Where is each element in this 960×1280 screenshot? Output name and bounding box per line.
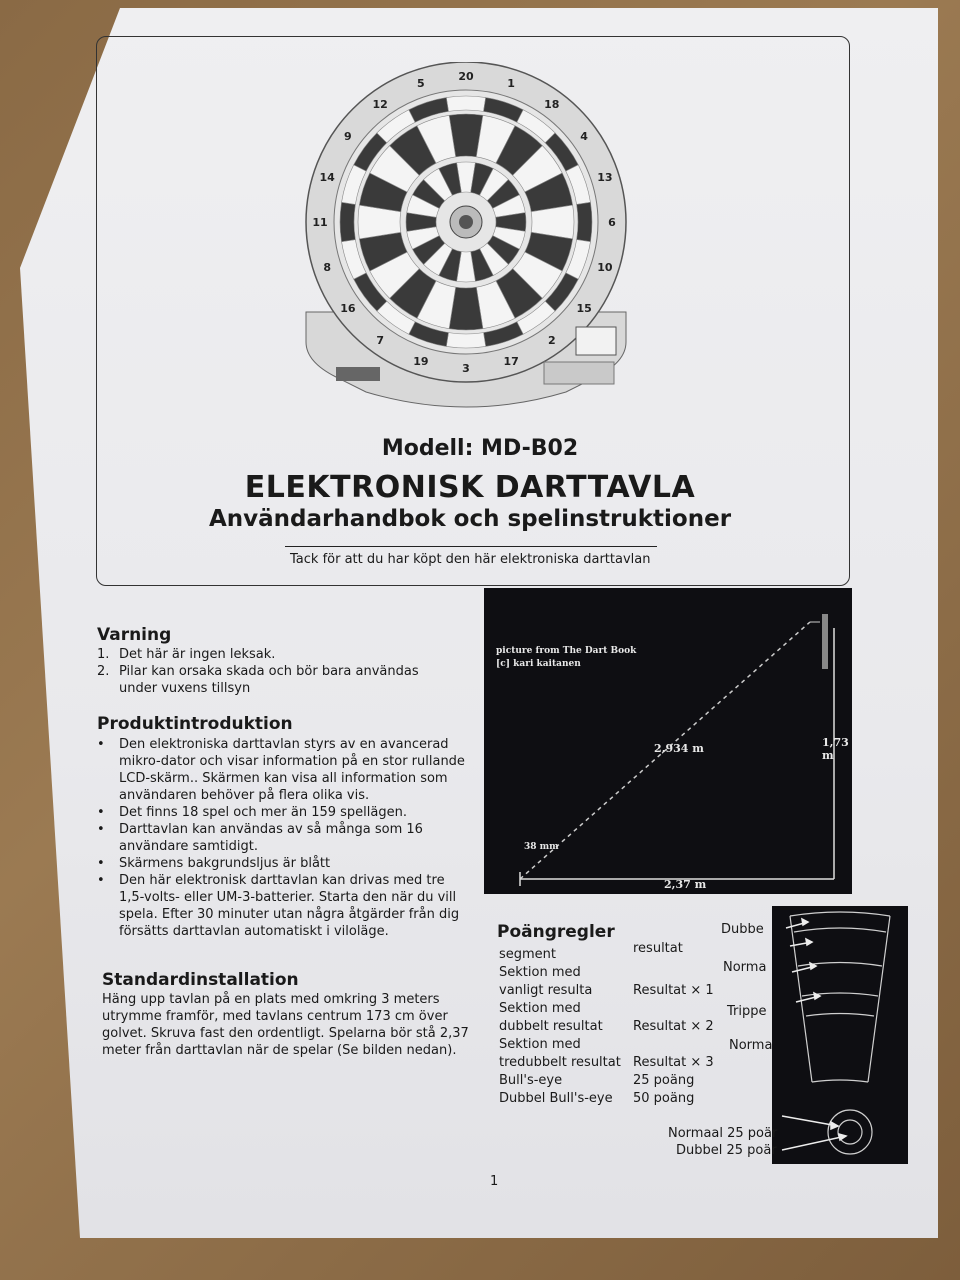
board-segment bbox=[577, 202, 592, 241]
intro-list bbox=[97, 736, 469, 940]
board-number: 2 bbox=[547, 334, 556, 348]
photo-copyright: [c] kari kaitanen bbox=[496, 659, 581, 669]
throw-line-distance-label: 2,37 m bbox=[664, 878, 707, 891]
throw-line-thickness-label: 38 mm bbox=[524, 842, 559, 852]
list-item: • Den här elektronisk darttavlan kan drivas med tre 1,5-volts- eller UM-3-batterier. Starta den när du vill spela. Efter 30 minuter utan några åtgärder från dig försätts darttavlan automatiskt i viloläge. bbox=[97, 873, 460, 939]
board-number: 13 bbox=[597, 170, 613, 184]
throw-distance-diagram bbox=[484, 588, 852, 894]
normal-area-label: Norma bbox=[723, 960, 767, 975]
dartboard-illustration bbox=[296, 62, 636, 412]
warning-heading: Varning bbox=[97, 625, 172, 645]
list-item: • Skärmens bakgrundsljus är blått bbox=[97, 856, 331, 871]
board-height-label: 1,73 m bbox=[822, 736, 849, 762]
segment-diagram bbox=[772, 906, 908, 1164]
board-number: 10 bbox=[597, 261, 613, 275]
board-number: 3 bbox=[462, 362, 470, 375]
board-number: 16 bbox=[340, 301, 356, 315]
install-heading: Standardinstallation bbox=[102, 970, 299, 990]
list-item: 1. Det här är ingen leksak. bbox=[97, 647, 276, 662]
board-number: 20 bbox=[458, 70, 474, 83]
triple-ring-label: Trippe bbox=[727, 1004, 767, 1019]
board-number: 19 bbox=[413, 354, 429, 368]
board-segment bbox=[340, 202, 355, 241]
page-title: ELEKTRONISK DARTTAVLA bbox=[244, 470, 696, 505]
list-item: • Den elektroniska darttavlan styrs av en avancerad mikro-dator och visar information på en stor rullande LCD-skärm.. Skärmen kan visa all information som användaren behöver på flera olika vis. bbox=[97, 737, 465, 803]
page-number: 1 bbox=[490, 1174, 499, 1189]
board-segment bbox=[446, 333, 485, 348]
board-number: 6 bbox=[608, 216, 616, 229]
board-number: 9 bbox=[344, 130, 352, 144]
title-divider bbox=[285, 546, 657, 547]
scoring-heading: Poängregler bbox=[497, 922, 615, 942]
page-subtitle: Användarhandbok och spelinstruktioner bbox=[208, 506, 732, 532]
model-number: Modell: MD-B02 bbox=[381, 436, 579, 461]
board-number: 12 bbox=[372, 97, 388, 111]
warning-list bbox=[97, 646, 437, 697]
board-segment bbox=[446, 96, 485, 111]
board-number: 11 bbox=[312, 216, 328, 229]
thanks-line: Tack för att du har köpt den här elektroniska darttavlan bbox=[290, 552, 651, 567]
double-ring-label: Dubbe bbox=[721, 922, 764, 937]
board-number: 5 bbox=[417, 77, 425, 91]
intro-heading: Produktintroduktion bbox=[97, 714, 293, 734]
bull-double-label: Dubbel 25 poär bbox=[676, 1143, 777, 1158]
board-number: 15 bbox=[576, 301, 592, 315]
bull-normal-label: Normaal 25 poär bbox=[668, 1126, 778, 1141]
install-text: Häng upp tavlan på en plats med omkring 3 meters utrymme framför, med tavlans centrum 173 cm över golvet. Skruva fast den ordentligt. Spelarna bör stå 2,37 meter från darttavlan när de spelar (Se bilden nedan). bbox=[102, 992, 469, 1058]
board-number: 18 bbox=[544, 97, 560, 111]
diagonal-distance-label: 2,934 m bbox=[654, 742, 704, 755]
board-number: 17 bbox=[503, 354, 519, 368]
list-item: • Det finns 18 spel och mer än 159 spellägen. bbox=[97, 805, 407, 820]
board-number: 7 bbox=[376, 334, 385, 348]
photo-credit: picture from The Dart Book bbox=[496, 646, 637, 656]
board-number: 8 bbox=[323, 261, 331, 275]
list-item: • Darttavlan kan användas av så många som 16 användare samtidigt. bbox=[97, 822, 423, 854]
board-number: 1 bbox=[507, 77, 515, 91]
list-item: 2. Pilar kan orsaka skada och bör bara användas under vuxens tillsyn bbox=[97, 664, 419, 696]
board-number: 4 bbox=[580, 130, 588, 144]
normal-area-label-2: Norma bbox=[729, 1038, 773, 1053]
board-number: 14 bbox=[319, 170, 335, 184]
